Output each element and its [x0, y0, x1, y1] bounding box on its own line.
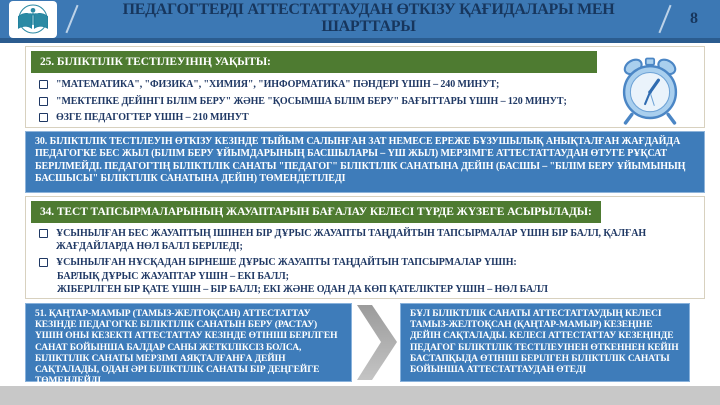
list-subitem-text: ЖІБЕРІЛГЕН БІР ҚАТЕ ҮШІН – БІР БАЛЛ; ЕКІ ЖӘНЕ ОДАН ДА КӨП ҚАТЕЛІКТЕР ҮШІН – НӨЛ БАЛЛ	[57, 283, 548, 295]
consequence-statement: БҰЛ БІЛІКТІЛІК САНАТЫ АТТЕСТАТТАУДЫҢ КЕЛЕСІ ТАМЫЗ-ЖЕЛТОҚСАН (ҚАҢТАР-МАМЫР) КЕЗЕҢІНЕ ДЕЙІН САҚТАЛАДЫ. КЕЛЕСІ АТТЕСТАТТАУ КЕЗЕҢІНДЕ ПЕДАГОГ БІЛІКТІЛІК ТЕСТІЛЕУІНЕН ӨТКЕННЕН КЕЙІН БАСТАПҚЫДА ӨТІНІШ БЕРІЛГЕН БІЛІКТІЛІК САНАТЫ БОЙЫНША АТТЕСТАТТАУДАН ӨТЕДІ	[400, 303, 690, 382]
section-30-statement: 30. БІЛІКТІЛІК ТЕСТІЛЕУІН ӨТКІЗУ КЕЗІНДЕ ТЫЙЫМ САЛЫНҒАН ЗАТ НЕМЕСЕ ЕРЕЖЕ БҰЗУШЫЛЫҚ АНЫҚТАЛҒАН ЖАҒДАЙДА ПЕДАГОГКЕ БЕС ЖЫЛ (БІЛІМ БЕРУ ҰЙЫМДАРЫНЫҢ БАСШЫЛАРЫ – ҮШ ЖЫЛ) МЕРЗІМГЕ АТТЕСТАТТАУДАН ӨТУГЕ РҰҚСАТ БЕРІЛМЕЙДІ. ПЕДАГОГТІҢ БІЛІКТІЛІК САНАТЫ "ПЕДАГОГ" БІЛІКТІЛІК САНАТЫНА ДЕЙІН (БАСШЫ – "БІЛІМ БЕРУ ҰЙЫМЫНЫҢ БАСШЫСЫ" БІЛІКТІЛІК САНАТЫНА ДЕЙІН) ТӨМЕНДЕТІЛЕДІ	[25, 131, 705, 193]
section-25-heading: 25. БІЛІКТІЛІК ТЕСТІЛЕУІНІҢ УАҚЫТЫ:	[31, 51, 597, 73]
list-subitem-text: БАРЛЫҚ ДҰРЫС ЖАУАПТАР ҮШІН – ЕКІ БАЛЛ;	[57, 270, 289, 282]
section-34-heading: 34. ТЕСТ ТАПСЫРМАЛАРЫНЫҢ ЖАУАПТАРЫН БАҒАЛАУ КЕЛЕСІ ТҮРДЕ ЖҮЗЕГЕ АСЫРЫЛАДЫ:	[31, 201, 601, 223]
slide-header	[0, 0, 720, 43]
list-item	[39, 228, 694, 253]
page-number: 8	[690, 10, 698, 27]
header-divider-slash-left	[65, 5, 78, 34]
list-item-text: "МЕКТЕПКЕ ДЕЙІНГІ БІЛІМ БЕРУ" ЖӘНЕ "ҚОСЫМША БІЛІМ БЕРУ" БАҒЫТТАРЫ ҮШІН – 120 МИНУТ;	[56, 95, 567, 107]
alarm-clock-icon	[611, 55, 689, 125]
list-item-text: ҰСЫНЫЛҒАН НҰСҚАДАН БІРНЕШЕ ДҰРЫС ЖАУАПТЫ ТАҢДАЙТЫН ТАПСЫРМАЛАР ҮШІН:	[56, 257, 517, 268]
list-item-text: ӨЗГЕ ПЕДАГОГТЕР ҮШІН – 210 МИНУТ	[56, 112, 249, 123]
slide-title: ПЕДАГОГТЕРДІ АТТЕСТАТТАУДАН ӨТКІЗУ ҚАҒИДАЛАРЫ МЕН ШАРТТАРЫ	[122, 1, 615, 35]
checkbox-bullet-icon	[39, 97, 48, 106]
bottom-strip	[0, 386, 720, 405]
list-item-text: "МАТЕМАТИКА", "ФИЗИКА", "ХИМИЯ", "ИНФОРМАТИКА" ПӘНДЕРІ ҮШІН – 240 МИНУТ;	[56, 79, 500, 90]
section-51-statement: 51. ҚАҢТАР-МАМЫР (ТАМЫЗ-ЖЕЛТОҚСАН) АТТЕСТАТТАУ КЕЗІНДЕ ПЕДАГОГКЕ БІЛІКТІЛІК САНАТЫН БЕРУ (РАСТАУ) ҮШІН ОНЫ КЕЗЕКТІ АТТЕСТАТТАУ КЕЗІНДЕ ӨТІНІШ БЕРІЛГЕН САНАТ БОЙЫНША БАЛДАР САНЫ ЖЕТКІЛІКСІЗ БОЛСА, БІЛІКТІЛІК САНАТЫ МЕРЗІМІ АЯҚТАЛҒАНҒА ДЕЙІН САҚТАЛАДЫ, ОДАН ӘРІ БІЛІКТІЛІК САНАТЫ БІР ДЕҢГЕЙГЕ ТӨМЕНДЕЙДІ	[25, 303, 352, 382]
section-34-list	[39, 228, 694, 296]
list-item	[39, 79, 599, 92]
list-item	[39, 96, 599, 109]
checkbox-bullet-icon	[39, 80, 48, 89]
section-34-panel	[25, 196, 705, 299]
checkbox-bullet-icon	[39, 229, 48, 238]
education-emblem-icon	[13, 3, 53, 35]
chevron-right-icon	[356, 303, 398, 382]
checkbox-bullet-icon	[39, 113, 48, 122]
list-item	[39, 257, 694, 270]
section-25-panel	[25, 46, 705, 128]
list-item-text: ҰСЫНЫЛҒАН БЕС ЖАУАПТЫҢ ІШІНЕН БІР ДҰРЫС ЖАУАПТЫ ТАҢДАЙТЫН ТАПСЫРМАЛАР ҮШІН БІР БАЛЛ, ҚАЛҒАН ЖАҒДАЙЛАРДА НӨЛ БАЛЛ БЕРІЛЕДІ;	[56, 228, 647, 252]
list-item	[39, 112, 599, 125]
section-25-list	[39, 79, 599, 129]
header-divider-slash-right	[658, 5, 671, 34]
checkbox-bullet-icon	[39, 258, 48, 267]
organization-logo	[9, 1, 57, 38]
